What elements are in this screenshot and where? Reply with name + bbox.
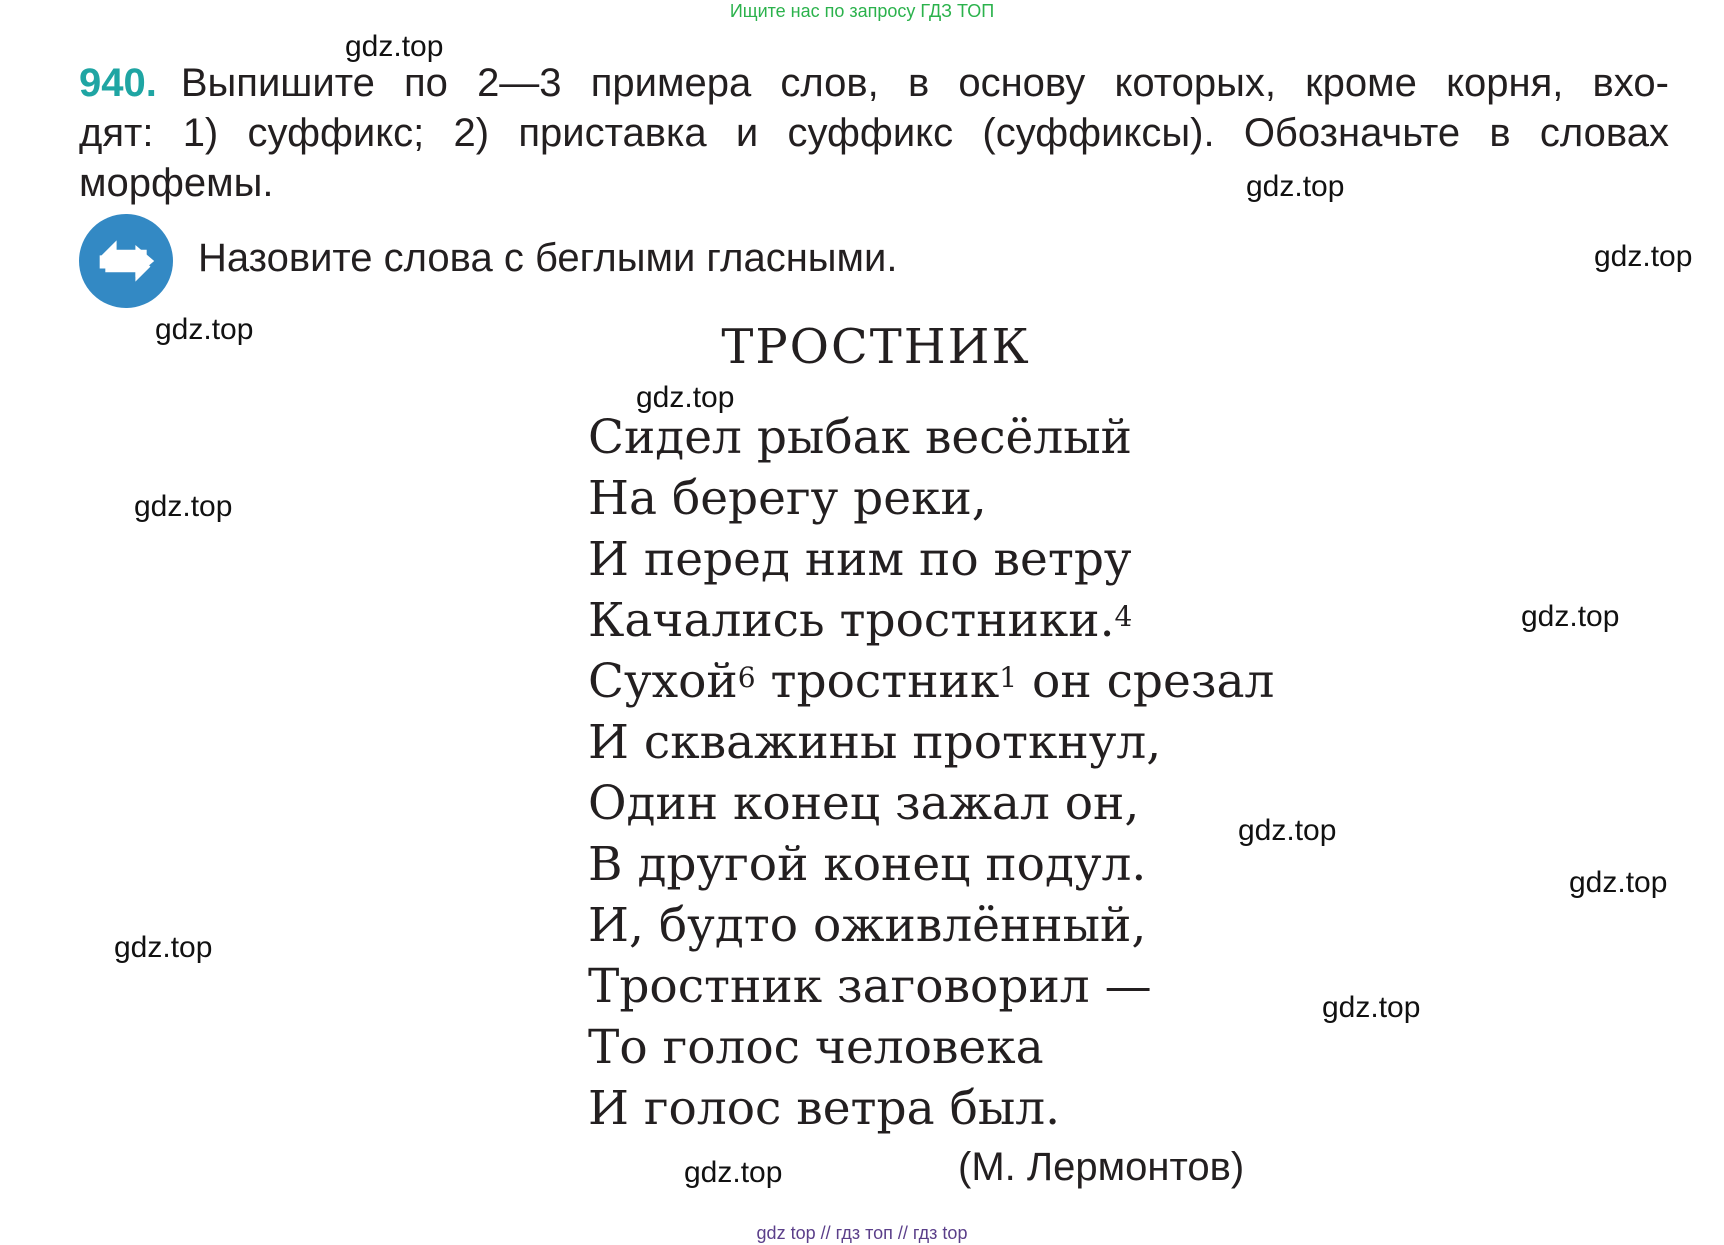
task-word: дят:	[79, 111, 154, 155]
task-word: суффикс;	[247, 111, 425, 155]
watermark: gdz.top	[684, 1156, 783, 1189]
task-line-1	[79, 58, 1669, 108]
poem-line-text: тростник	[755, 654, 1000, 709]
task-940	[79, 58, 1669, 208]
task-word: морфемы.	[79, 161, 274, 205]
task-word: приставка	[518, 111, 707, 155]
poem-line: Один конец зажал он,	[588, 776, 1140, 831]
poem-line: Сидел рыбак весёлый	[588, 410, 1132, 465]
task-word: в	[907, 61, 930, 105]
watermark: gdz.top	[1238, 814, 1337, 847]
task-word: которых,	[1114, 61, 1276, 105]
task-word: 1)	[182, 111, 219, 155]
poem-line: На берегу реки,	[588, 471, 987, 526]
task-word: (суффиксы).	[982, 111, 1215, 155]
poem-line: И, будто оживлённый,	[588, 898, 1147, 953]
poem-line	[588, 590, 1274, 651]
poem-line: И перед ним по ветру	[588, 532, 1132, 587]
poem	[588, 407, 1274, 1139]
watermark: gdz.top	[345, 30, 444, 63]
task-number: 940.	[79, 61, 157, 105]
task-word: по	[404, 61, 448, 105]
watermark: gdz.top	[1521, 600, 1620, 633]
poem-line-text: он срезал	[1017, 654, 1275, 709]
task-word: основу	[958, 61, 1086, 105]
footnote-number: 6	[737, 661, 756, 694]
watermark: gdz.top	[636, 381, 735, 414]
task-line-3	[79, 158, 1669, 208]
watermark: gdz.top	[1322, 991, 1421, 1024]
poem-line: То голос человека	[588, 1020, 1044, 1075]
top-banner: Ищите нас по запросу ГДЗ ТОП	[729, 1, 995, 21]
poem-line: В другой конец подул.	[588, 837, 1147, 892]
watermark: gdz.top	[1594, 240, 1693, 273]
task-word: 2)	[453, 111, 490, 155]
poem-line: И скважины проткнул,	[588, 715, 1162, 770]
task-word: вхо-	[1592, 61, 1669, 105]
footnote-number: 1	[999, 661, 1018, 694]
task-word: суффикс	[787, 111, 954, 155]
repeat-icon	[79, 214, 173, 308]
footnote-number: 4	[1114, 600, 1133, 633]
task-word: Выпишите	[180, 61, 375, 105]
poem-line	[588, 651, 1274, 712]
poem-line: Тростник заговорил —	[588, 959, 1152, 1014]
poem-author: (М. Лермонтов)	[958, 1145, 1245, 1189]
task-word: 2—3	[477, 61, 562, 105]
watermark: gdz.top	[114, 931, 213, 964]
poem-line: И голос ветра был.	[588, 1081, 1061, 1136]
task-word: словах	[1539, 111, 1669, 155]
footer-watermark: gdz top // гдз топ // гдз top	[756, 1223, 968, 1243]
watermark: gdz.top	[1246, 170, 1345, 203]
repeat-task-text: Назовите слова с беглыми гласными.	[198, 236, 898, 280]
poem-line-text: Сухой	[588, 654, 738, 709]
task-word: кроме	[1305, 61, 1417, 105]
watermark: gdz.top	[1569, 866, 1668, 899]
task-word: в	[1489, 111, 1511, 155]
poem-title: ТРОСТНИК	[721, 319, 1031, 375]
task-word: слов,	[780, 61, 879, 105]
task-word: и	[735, 111, 759, 155]
task-line-1-start	[79, 58, 375, 108]
task-word: корня,	[1446, 61, 1564, 105]
watermark: gdz.top	[155, 313, 254, 346]
task-line-2	[79, 108, 1669, 158]
poem-line-text: Качались тростники.	[588, 593, 1115, 648]
task-word: примера	[590, 61, 752, 105]
task-word: Обозначьте	[1243, 111, 1461, 155]
watermark: gdz.top	[134, 490, 233, 523]
